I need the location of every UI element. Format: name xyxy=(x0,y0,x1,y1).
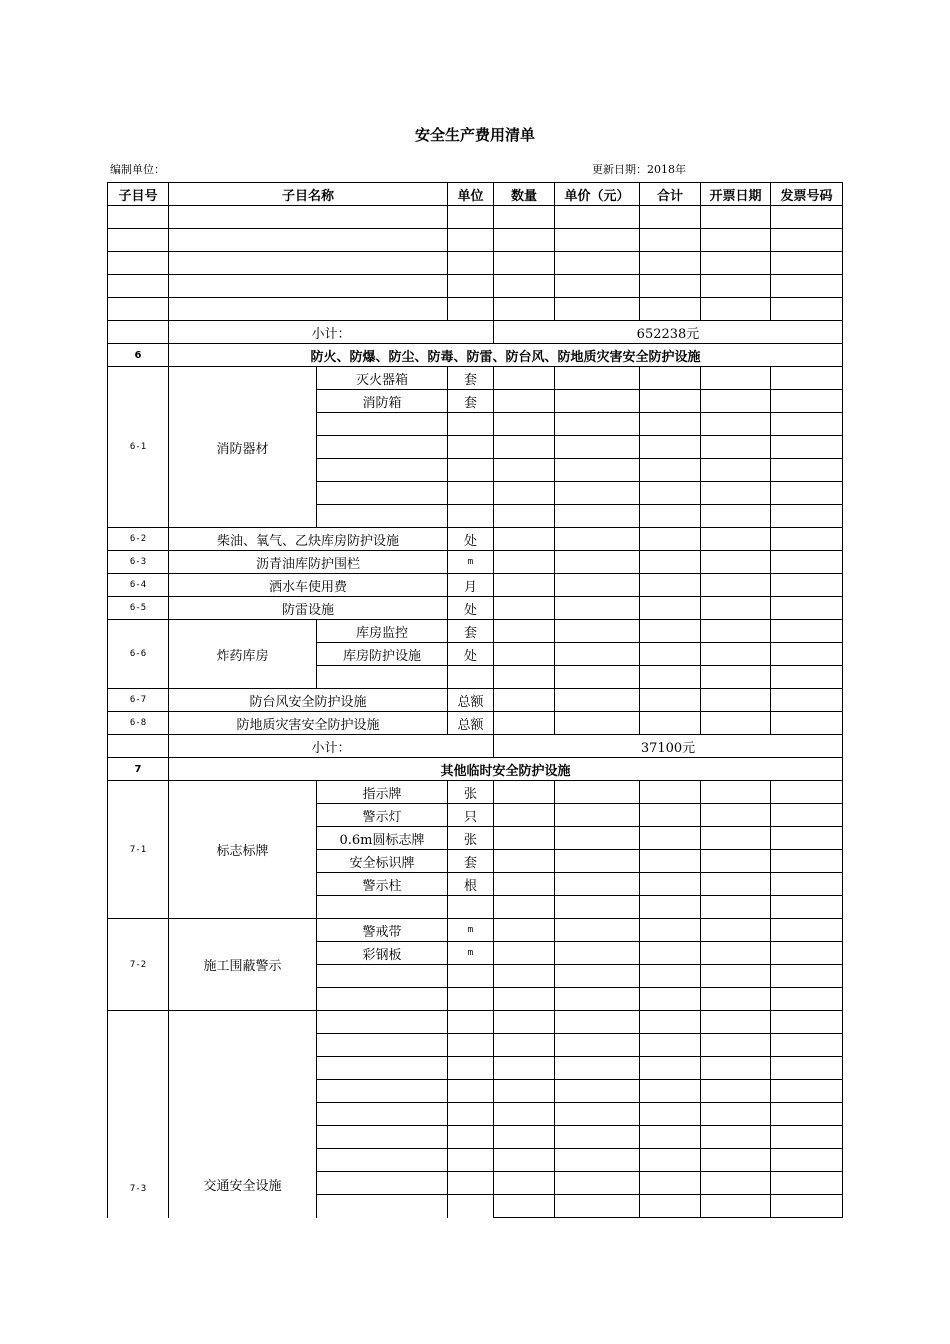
table-row xyxy=(108,206,843,229)
table-row xyxy=(108,275,843,298)
item-code: 6-2 xyxy=(108,528,169,551)
sub-item-name: 库房防护设施 xyxy=(317,643,448,666)
header-cell-unit: 单位 xyxy=(448,183,494,206)
section-number: 7 xyxy=(108,758,169,781)
item-code: 7-2 xyxy=(108,919,169,1011)
unit-cell: 套 xyxy=(448,367,494,390)
sub-item-name: 警示柱 xyxy=(317,873,448,896)
item-name: 防地质灾害安全防护设施 xyxy=(169,712,448,735)
sub-item-name: 警示灯 xyxy=(317,804,448,827)
table-row xyxy=(108,712,843,735)
item-name: 防台风安全防护设施 xyxy=(169,689,448,712)
item-name: 洒水车使用费 xyxy=(169,574,448,597)
unit-cell: 套 xyxy=(448,390,494,413)
subtotal-row xyxy=(108,321,843,344)
table-row xyxy=(108,551,843,574)
sub-item-name: 0.6m圆标志牌 xyxy=(317,827,448,850)
unit-cell: 处 xyxy=(448,528,494,551)
header-cell-code: 子目号 xyxy=(108,183,169,206)
unit-cell: m xyxy=(448,919,494,942)
table-row xyxy=(108,919,843,942)
unit-cell: m xyxy=(448,942,494,965)
subtotal-label: 小计： xyxy=(169,321,494,344)
table-row xyxy=(108,528,843,551)
header-cell-invoice-no: 发票号码 xyxy=(771,183,843,206)
table-row xyxy=(108,229,843,252)
item-code: 7-1 xyxy=(108,781,169,919)
header-row xyxy=(108,183,843,206)
table-row xyxy=(108,298,843,321)
section-row-6 xyxy=(108,344,843,367)
unit-cell: 处 xyxy=(448,643,494,666)
item-code: 6-7 xyxy=(108,689,169,712)
unit-cell: m xyxy=(448,551,494,574)
table-row xyxy=(108,597,843,620)
section-title: 其他临时安全防护设施 xyxy=(169,758,843,781)
item-name: 消防器材 xyxy=(169,367,317,528)
sub-item-name: 警戒带 xyxy=(317,919,448,942)
item-name: 交通安全设施 xyxy=(169,1011,317,1218)
unit-cell: 月 xyxy=(448,574,494,597)
section-number: 6 xyxy=(108,344,169,367)
item-name: 沥青油库防护围栏 xyxy=(169,551,448,574)
item-code: 6-4 xyxy=(108,574,169,597)
subtotal-row xyxy=(108,735,843,758)
unit-cell: 张 xyxy=(448,827,494,850)
table-row xyxy=(108,252,843,275)
item-name: 施工围蔽警示 xyxy=(169,919,317,1011)
unit-cell: 处 xyxy=(448,597,494,620)
update-date-label: 更新日期：2018年 xyxy=(592,163,686,176)
item-name: 标志标牌 xyxy=(169,781,317,919)
section-row-7 xyxy=(108,758,843,781)
table-row xyxy=(108,367,843,390)
header-cell-name: 子目名称 xyxy=(169,183,448,206)
section-title: 防火、防爆、防尘、防毒、防雷、防台风、防地质灾害安全防护设施 xyxy=(169,344,843,367)
cost-table xyxy=(107,182,843,1218)
unit-cell: 总额 xyxy=(448,689,494,712)
table-row xyxy=(108,1011,843,1034)
compiling-unit-label: 编制单位： xyxy=(110,163,165,176)
subtotal-value: 37100元 xyxy=(494,735,843,758)
unit-cell: 张 xyxy=(448,781,494,804)
unit-cell: 只 xyxy=(448,804,494,827)
header-cell-invoice-date: 开票日期 xyxy=(701,183,771,206)
sub-item-name: 灭火器箱 xyxy=(317,367,448,390)
item-name: 防雷设施 xyxy=(169,597,448,620)
header-cell-qty: 数量 xyxy=(494,183,555,206)
unit-cell: 套 xyxy=(448,620,494,643)
item-code: 6-5 xyxy=(108,597,169,620)
unit-cell: 总额 xyxy=(448,712,494,735)
unit-cell: 套 xyxy=(448,850,494,873)
item-code: 6-8 xyxy=(108,712,169,735)
sub-item-name: 消防箱 xyxy=(317,390,448,413)
item-code: 7-3 xyxy=(108,1011,169,1218)
item-code: 6-3 xyxy=(108,551,169,574)
page-title: 安全生产费用清单 xyxy=(414,126,535,144)
header-cell-price: 单价（元） xyxy=(555,183,640,206)
item-name: 柴油、氧气、乙炔库房防护设施 xyxy=(169,528,448,551)
sub-item-name: 安全标识牌 xyxy=(317,850,448,873)
subtotal-value: 652238元 xyxy=(494,321,843,344)
sub-item-name: 库房监控 xyxy=(317,620,448,643)
item-code: 6-6 xyxy=(108,620,169,689)
table-row xyxy=(108,781,843,804)
unit-cell: 根 xyxy=(448,873,494,896)
header-cell-total: 合计 xyxy=(640,183,701,206)
table-row xyxy=(108,689,843,712)
item-code: 6-1 xyxy=(108,367,169,528)
table-row xyxy=(108,574,843,597)
subtotal-label: 小计： xyxy=(169,735,494,758)
table-row xyxy=(108,620,843,643)
item-name: 炸药库房 xyxy=(169,620,317,689)
sub-item-name: 指示牌 xyxy=(317,781,448,804)
sub-item-name: 彩钢板 xyxy=(317,942,448,965)
